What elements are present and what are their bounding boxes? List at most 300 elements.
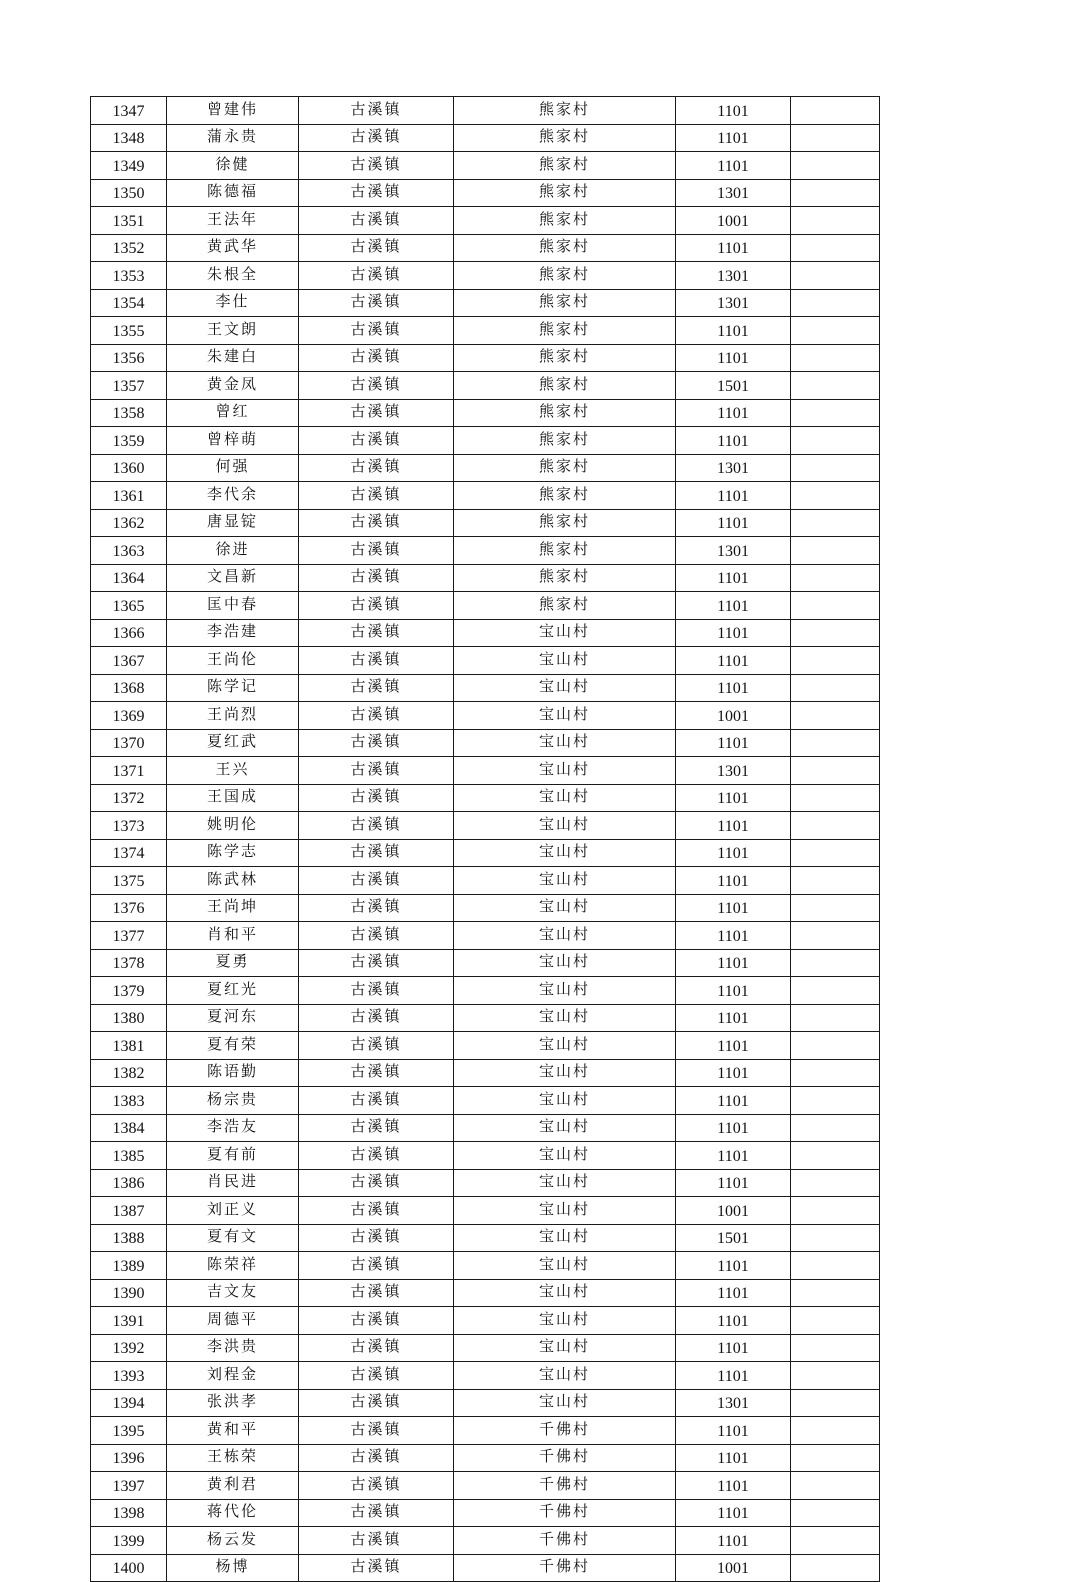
cell-town: 古溪镇 bbox=[299, 1252, 454, 1280]
table-row bbox=[91, 949, 880, 977]
cell-name: 夏勇 bbox=[167, 949, 299, 977]
cell-note bbox=[791, 537, 880, 565]
cell-name: 王法年 bbox=[167, 207, 299, 235]
table-row bbox=[91, 1417, 880, 1445]
table-row bbox=[91, 1472, 880, 1500]
cell-number: 1377 bbox=[91, 922, 167, 950]
table-row bbox=[91, 1169, 880, 1197]
cell-name: 王国成 bbox=[167, 784, 299, 812]
table-row bbox=[91, 1307, 880, 1335]
cell-note bbox=[791, 1362, 880, 1390]
cell-note bbox=[791, 1032, 880, 1060]
cell-number: 1375 bbox=[91, 867, 167, 895]
cell-code: 1101 bbox=[676, 564, 791, 592]
cell-number: 1369 bbox=[91, 702, 167, 730]
cell-note bbox=[791, 1169, 880, 1197]
table-row bbox=[91, 179, 880, 207]
table-row bbox=[91, 867, 880, 895]
cell-code: 1101 bbox=[676, 234, 791, 262]
table-row bbox=[91, 317, 880, 345]
table-row bbox=[91, 977, 880, 1005]
cell-code: 1001 bbox=[676, 702, 791, 730]
cell-note bbox=[791, 1087, 880, 1115]
cell-code: 1101 bbox=[676, 647, 791, 675]
cell-town: 古溪镇 bbox=[299, 977, 454, 1005]
cell-village: 熊家村 bbox=[454, 537, 676, 565]
cell-note bbox=[791, 784, 880, 812]
cell-name: 李仕 bbox=[167, 289, 299, 317]
cell-note bbox=[791, 1004, 880, 1032]
cell-village: 宝山村 bbox=[454, 812, 676, 840]
cell-number: 1391 bbox=[91, 1307, 167, 1335]
cell-town: 古溪镇 bbox=[299, 1224, 454, 1252]
cell-name: 刘程金 bbox=[167, 1362, 299, 1390]
cell-name: 杨云发 bbox=[167, 1527, 299, 1555]
cell-town: 古溪镇 bbox=[299, 1114, 454, 1142]
cell-note bbox=[791, 564, 880, 592]
cell-name: 王栋荣 bbox=[167, 1444, 299, 1472]
cell-number: 1356 bbox=[91, 344, 167, 372]
table-row bbox=[91, 674, 880, 702]
cell-note bbox=[791, 1059, 880, 1087]
cell-town: 古溪镇 bbox=[299, 757, 454, 785]
table-row bbox=[91, 1032, 880, 1060]
cell-town: 古溪镇 bbox=[299, 1334, 454, 1362]
cell-town: 古溪镇 bbox=[299, 454, 454, 482]
cell-code: 1101 bbox=[676, 1114, 791, 1142]
table-row bbox=[91, 1142, 880, 1170]
cell-number: 1364 bbox=[91, 564, 167, 592]
table-row bbox=[91, 1334, 880, 1362]
cell-note bbox=[791, 1417, 880, 1445]
cell-village: 熊家村 bbox=[454, 509, 676, 537]
table-row bbox=[91, 729, 880, 757]
cell-number: 1385 bbox=[91, 1142, 167, 1170]
cell-name: 姚明伦 bbox=[167, 812, 299, 840]
cell-note bbox=[791, 1307, 880, 1335]
cell-town: 古溪镇 bbox=[299, 262, 454, 290]
cell-number: 1358 bbox=[91, 399, 167, 427]
cell-code: 1101 bbox=[676, 949, 791, 977]
cell-village: 宝山村 bbox=[454, 647, 676, 675]
cell-village: 宝山村 bbox=[454, 1059, 676, 1087]
cell-name: 陈德福 bbox=[167, 179, 299, 207]
cell-name: 王文朗 bbox=[167, 317, 299, 345]
cell-town: 古溪镇 bbox=[299, 1307, 454, 1335]
cell-town: 古溪镇 bbox=[299, 647, 454, 675]
cell-name: 肖民进 bbox=[167, 1169, 299, 1197]
cell-name: 朱建白 bbox=[167, 344, 299, 372]
cell-name: 夏河东 bbox=[167, 1004, 299, 1032]
cell-village: 宝山村 bbox=[454, 894, 676, 922]
cell-town: 古溪镇 bbox=[299, 674, 454, 702]
cell-village: 熊家村 bbox=[454, 454, 676, 482]
cell-village: 宝山村 bbox=[454, 1087, 676, 1115]
cell-code: 1301 bbox=[676, 454, 791, 482]
cell-name: 陈武林 bbox=[167, 867, 299, 895]
table-row bbox=[91, 1252, 880, 1280]
cell-note bbox=[791, 124, 880, 152]
cell-number: 1365 bbox=[91, 592, 167, 620]
table-row bbox=[91, 1389, 880, 1417]
cell-note bbox=[791, 702, 880, 730]
table-row bbox=[91, 564, 880, 592]
cell-number: 1395 bbox=[91, 1417, 167, 1445]
cell-name: 陈学志 bbox=[167, 839, 299, 867]
cell-village: 宝山村 bbox=[454, 1169, 676, 1197]
table-row bbox=[91, 1059, 880, 1087]
cell-code: 1101 bbox=[676, 1004, 791, 1032]
cell-note bbox=[791, 1142, 880, 1170]
cell-number: 1381 bbox=[91, 1032, 167, 1060]
cell-code: 1501 bbox=[676, 372, 791, 400]
cell-number: 1360 bbox=[91, 454, 167, 482]
table-row bbox=[91, 399, 880, 427]
cell-code: 1101 bbox=[676, 152, 791, 180]
cell-note bbox=[791, 152, 880, 180]
cell-village: 宝山村 bbox=[454, 977, 676, 1005]
cell-name: 陈荣祥 bbox=[167, 1252, 299, 1280]
cell-town: 古溪镇 bbox=[299, 619, 454, 647]
table-row bbox=[91, 1362, 880, 1390]
cell-name: 王尚烈 bbox=[167, 702, 299, 730]
cell-village: 千佛村 bbox=[454, 1472, 676, 1500]
table-row bbox=[91, 482, 880, 510]
cell-code: 1101 bbox=[676, 867, 791, 895]
cell-town: 古溪镇 bbox=[299, 867, 454, 895]
cell-name: 杨博 bbox=[167, 1554, 299, 1582]
cell-name: 王兴 bbox=[167, 757, 299, 785]
cell-name: 张洪孝 bbox=[167, 1389, 299, 1417]
cell-town: 古溪镇 bbox=[299, 592, 454, 620]
table-row bbox=[91, 289, 880, 317]
table-row bbox=[91, 702, 880, 730]
cell-town: 古溪镇 bbox=[299, 1554, 454, 1582]
cell-name: 唐显锭 bbox=[167, 509, 299, 537]
cell-number: 1387 bbox=[91, 1197, 167, 1225]
cell-town: 古溪镇 bbox=[299, 317, 454, 345]
cell-village: 宝山村 bbox=[454, 1307, 676, 1335]
cell-name: 文昌新 bbox=[167, 564, 299, 592]
cell-town: 古溪镇 bbox=[299, 124, 454, 152]
cell-village: 宝山村 bbox=[454, 702, 676, 730]
cell-note bbox=[791, 427, 880, 455]
cell-code: 1101 bbox=[676, 317, 791, 345]
table-row bbox=[91, 1224, 880, 1252]
cell-village: 宝山村 bbox=[454, 1279, 676, 1307]
cell-code: 1001 bbox=[676, 207, 791, 235]
table-row bbox=[91, 1004, 880, 1032]
cell-name: 何强 bbox=[167, 454, 299, 482]
cell-number: 1371 bbox=[91, 757, 167, 785]
cell-town: 古溪镇 bbox=[299, 839, 454, 867]
cell-number: 1351 bbox=[91, 207, 167, 235]
cell-village: 宝山村 bbox=[454, 1362, 676, 1390]
cell-code: 1301 bbox=[676, 179, 791, 207]
cell-village: 宝山村 bbox=[454, 1224, 676, 1252]
cell-name: 吉文友 bbox=[167, 1279, 299, 1307]
cell-note bbox=[791, 234, 880, 262]
cell-name: 曾建伟 bbox=[167, 97, 299, 125]
cell-note bbox=[791, 867, 880, 895]
cell-number: 1374 bbox=[91, 839, 167, 867]
cell-town: 古溪镇 bbox=[299, 289, 454, 317]
cell-number: 1355 bbox=[91, 317, 167, 345]
cell-village: 熊家村 bbox=[454, 564, 676, 592]
cell-code: 1101 bbox=[676, 344, 791, 372]
cell-town: 古溪镇 bbox=[299, 97, 454, 125]
table-row bbox=[91, 757, 880, 785]
cell-town: 古溪镇 bbox=[299, 1472, 454, 1500]
cell-note bbox=[791, 179, 880, 207]
cell-code: 1101 bbox=[676, 1527, 791, 1555]
table-row bbox=[91, 1279, 880, 1307]
cell-number: 1393 bbox=[91, 1362, 167, 1390]
cell-name: 肖和平 bbox=[167, 922, 299, 950]
cell-note bbox=[791, 592, 880, 620]
cell-town: 古溪镇 bbox=[299, 702, 454, 730]
cell-code: 1001 bbox=[676, 1554, 791, 1582]
cell-town: 古溪镇 bbox=[299, 427, 454, 455]
cell-number: 1347 bbox=[91, 97, 167, 125]
cell-village: 宝山村 bbox=[454, 1197, 676, 1225]
cell-note bbox=[791, 1334, 880, 1362]
cell-name: 曾梓萌 bbox=[167, 427, 299, 455]
cell-name: 杨宗贵 bbox=[167, 1087, 299, 1115]
cell-number: 1384 bbox=[91, 1114, 167, 1142]
table-row bbox=[91, 812, 880, 840]
table-row bbox=[91, 784, 880, 812]
cell-village: 熊家村 bbox=[454, 179, 676, 207]
cell-code: 1101 bbox=[676, 1362, 791, 1390]
table-row bbox=[91, 1499, 880, 1527]
table-row bbox=[91, 619, 880, 647]
cell-town: 古溪镇 bbox=[299, 1499, 454, 1527]
cell-number: 1383 bbox=[91, 1087, 167, 1115]
cell-code: 1101 bbox=[676, 894, 791, 922]
cell-number: 1376 bbox=[91, 894, 167, 922]
cell-name: 陈学记 bbox=[167, 674, 299, 702]
table-row bbox=[91, 839, 880, 867]
cell-code: 1101 bbox=[676, 1142, 791, 1170]
cell-code: 1301 bbox=[676, 262, 791, 290]
cell-note bbox=[791, 1472, 880, 1500]
cell-note bbox=[791, 1224, 880, 1252]
cell-code: 1101 bbox=[676, 1444, 791, 1472]
cell-code: 1101 bbox=[676, 1334, 791, 1362]
cell-town: 古溪镇 bbox=[299, 1169, 454, 1197]
cell-name: 黄利君 bbox=[167, 1472, 299, 1500]
cell-code: 1101 bbox=[676, 1032, 791, 1060]
table-row bbox=[91, 152, 880, 180]
cell-name: 蒲永贵 bbox=[167, 124, 299, 152]
cell-town: 古溪镇 bbox=[299, 564, 454, 592]
cell-town: 古溪镇 bbox=[299, 1142, 454, 1170]
cell-town: 古溪镇 bbox=[299, 1389, 454, 1417]
cell-village: 宝山村 bbox=[454, 729, 676, 757]
cell-code: 1101 bbox=[676, 1472, 791, 1500]
cell-town: 古溪镇 bbox=[299, 537, 454, 565]
cell-note bbox=[791, 674, 880, 702]
table-row bbox=[91, 1114, 880, 1142]
cell-town: 古溪镇 bbox=[299, 1444, 454, 1472]
cell-number: 1372 bbox=[91, 784, 167, 812]
cell-village: 千佛村 bbox=[454, 1527, 676, 1555]
cell-number: 1396 bbox=[91, 1444, 167, 1472]
cell-code: 1101 bbox=[676, 922, 791, 950]
cell-village: 宝山村 bbox=[454, 1334, 676, 1362]
cell-code: 1101 bbox=[676, 1307, 791, 1335]
cell-village: 宝山村 bbox=[454, 674, 676, 702]
cell-name: 徐健 bbox=[167, 152, 299, 180]
cell-code: 1101 bbox=[676, 729, 791, 757]
cell-note bbox=[791, 1499, 880, 1527]
cell-village: 千佛村 bbox=[454, 1554, 676, 1582]
cell-name: 李代余 bbox=[167, 482, 299, 510]
cell-name: 夏有前 bbox=[167, 1142, 299, 1170]
cell-town: 古溪镇 bbox=[299, 372, 454, 400]
cell-code: 1101 bbox=[676, 1279, 791, 1307]
cell-code: 1101 bbox=[676, 619, 791, 647]
cell-note bbox=[791, 289, 880, 317]
cell-number: 1354 bbox=[91, 289, 167, 317]
cell-number: 1366 bbox=[91, 619, 167, 647]
cell-town: 古溪镇 bbox=[299, 399, 454, 427]
cell-number: 1398 bbox=[91, 1499, 167, 1527]
cell-number: 1353 bbox=[91, 262, 167, 290]
cell-code: 1101 bbox=[676, 427, 791, 455]
cell-note bbox=[791, 399, 880, 427]
cell-note bbox=[791, 729, 880, 757]
cell-code: 1301 bbox=[676, 1389, 791, 1417]
table-row bbox=[91, 922, 880, 950]
cell-village: 熊家村 bbox=[454, 372, 676, 400]
cell-name: 黄金凤 bbox=[167, 372, 299, 400]
cell-village: 熊家村 bbox=[454, 234, 676, 262]
cell-town: 古溪镇 bbox=[299, 812, 454, 840]
cell-number: 1399 bbox=[91, 1527, 167, 1555]
cell-code: 1101 bbox=[676, 1087, 791, 1115]
cell-note bbox=[791, 757, 880, 785]
cell-town: 古溪镇 bbox=[299, 1087, 454, 1115]
cell-code: 1101 bbox=[676, 1252, 791, 1280]
table-row bbox=[91, 234, 880, 262]
cell-note bbox=[791, 812, 880, 840]
cell-town: 古溪镇 bbox=[299, 729, 454, 757]
cell-town: 古溪镇 bbox=[299, 482, 454, 510]
table-row bbox=[91, 344, 880, 372]
cell-village: 宝山村 bbox=[454, 1004, 676, 1032]
cell-code: 1101 bbox=[676, 784, 791, 812]
cell-note bbox=[791, 1114, 880, 1142]
cell-note bbox=[791, 1252, 880, 1280]
cell-town: 古溪镇 bbox=[299, 1527, 454, 1555]
cell-name: 陈语勤 bbox=[167, 1059, 299, 1087]
cell-note bbox=[791, 317, 880, 345]
table-row bbox=[91, 427, 880, 455]
cell-name: 曾红 bbox=[167, 399, 299, 427]
cell-number: 1397 bbox=[91, 1472, 167, 1500]
cell-village: 千佛村 bbox=[454, 1417, 676, 1445]
table-row bbox=[91, 207, 880, 235]
cell-town: 古溪镇 bbox=[299, 922, 454, 950]
cell-note bbox=[791, 977, 880, 1005]
cell-town: 古溪镇 bbox=[299, 1279, 454, 1307]
cell-note bbox=[791, 922, 880, 950]
cell-number: 1386 bbox=[91, 1169, 167, 1197]
cell-note bbox=[791, 97, 880, 125]
cell-number: 1357 bbox=[91, 372, 167, 400]
cell-note bbox=[791, 1554, 880, 1582]
cell-number: 1394 bbox=[91, 1389, 167, 1417]
cell-note bbox=[791, 894, 880, 922]
cell-note bbox=[791, 344, 880, 372]
cell-town: 古溪镇 bbox=[299, 1362, 454, 1390]
cell-town: 古溪镇 bbox=[299, 1032, 454, 1060]
cell-village: 熊家村 bbox=[454, 124, 676, 152]
cell-village: 千佛村 bbox=[454, 1499, 676, 1527]
cell-code: 1301 bbox=[676, 289, 791, 317]
cell-number: 1382 bbox=[91, 1059, 167, 1087]
cell-note bbox=[791, 1527, 880, 1555]
cell-code: 1101 bbox=[676, 124, 791, 152]
cell-code: 1101 bbox=[676, 674, 791, 702]
cell-village: 宝山村 bbox=[454, 757, 676, 785]
table-row bbox=[91, 1197, 880, 1225]
cell-code: 1001 bbox=[676, 1197, 791, 1225]
cell-note bbox=[791, 619, 880, 647]
cell-number: 1379 bbox=[91, 977, 167, 1005]
cell-number: 1352 bbox=[91, 234, 167, 262]
table-row bbox=[91, 124, 880, 152]
table-row bbox=[91, 372, 880, 400]
cell-code: 1101 bbox=[676, 509, 791, 537]
table-row bbox=[91, 1444, 880, 1472]
cell-village: 熊家村 bbox=[454, 399, 676, 427]
cell-note bbox=[791, 482, 880, 510]
cell-number: 1389 bbox=[91, 1252, 167, 1280]
cell-village: 千佛村 bbox=[454, 1444, 676, 1472]
cell-name: 刘正义 bbox=[167, 1197, 299, 1225]
cell-village: 宝山村 bbox=[454, 1032, 676, 1060]
cell-name: 王尚坤 bbox=[167, 894, 299, 922]
cell-code: 1101 bbox=[676, 839, 791, 867]
cell-village: 熊家村 bbox=[454, 427, 676, 455]
cell-village: 熊家村 bbox=[454, 97, 676, 125]
table-row bbox=[91, 97, 880, 125]
cell-town: 古溪镇 bbox=[299, 1197, 454, 1225]
cell-number: 1392 bbox=[91, 1334, 167, 1362]
cell-name: 朱根全 bbox=[167, 262, 299, 290]
table-row bbox=[91, 1554, 880, 1582]
cell-note bbox=[791, 647, 880, 675]
cell-code: 1101 bbox=[676, 482, 791, 510]
cell-village: 宝山村 bbox=[454, 1389, 676, 1417]
cell-village: 熊家村 bbox=[454, 207, 676, 235]
cell-code: 1101 bbox=[676, 592, 791, 620]
cell-village: 宝山村 bbox=[454, 949, 676, 977]
cell-name: 夏有荣 bbox=[167, 1032, 299, 1060]
cell-town: 古溪镇 bbox=[299, 152, 454, 180]
cell-town: 古溪镇 bbox=[299, 1059, 454, 1087]
cell-note bbox=[791, 949, 880, 977]
cell-village: 熊家村 bbox=[454, 317, 676, 345]
cell-name: 蒋代伦 bbox=[167, 1499, 299, 1527]
cell-number: 1370 bbox=[91, 729, 167, 757]
cell-note bbox=[791, 372, 880, 400]
cell-name: 夏红光 bbox=[167, 977, 299, 1005]
cell-note bbox=[791, 509, 880, 537]
